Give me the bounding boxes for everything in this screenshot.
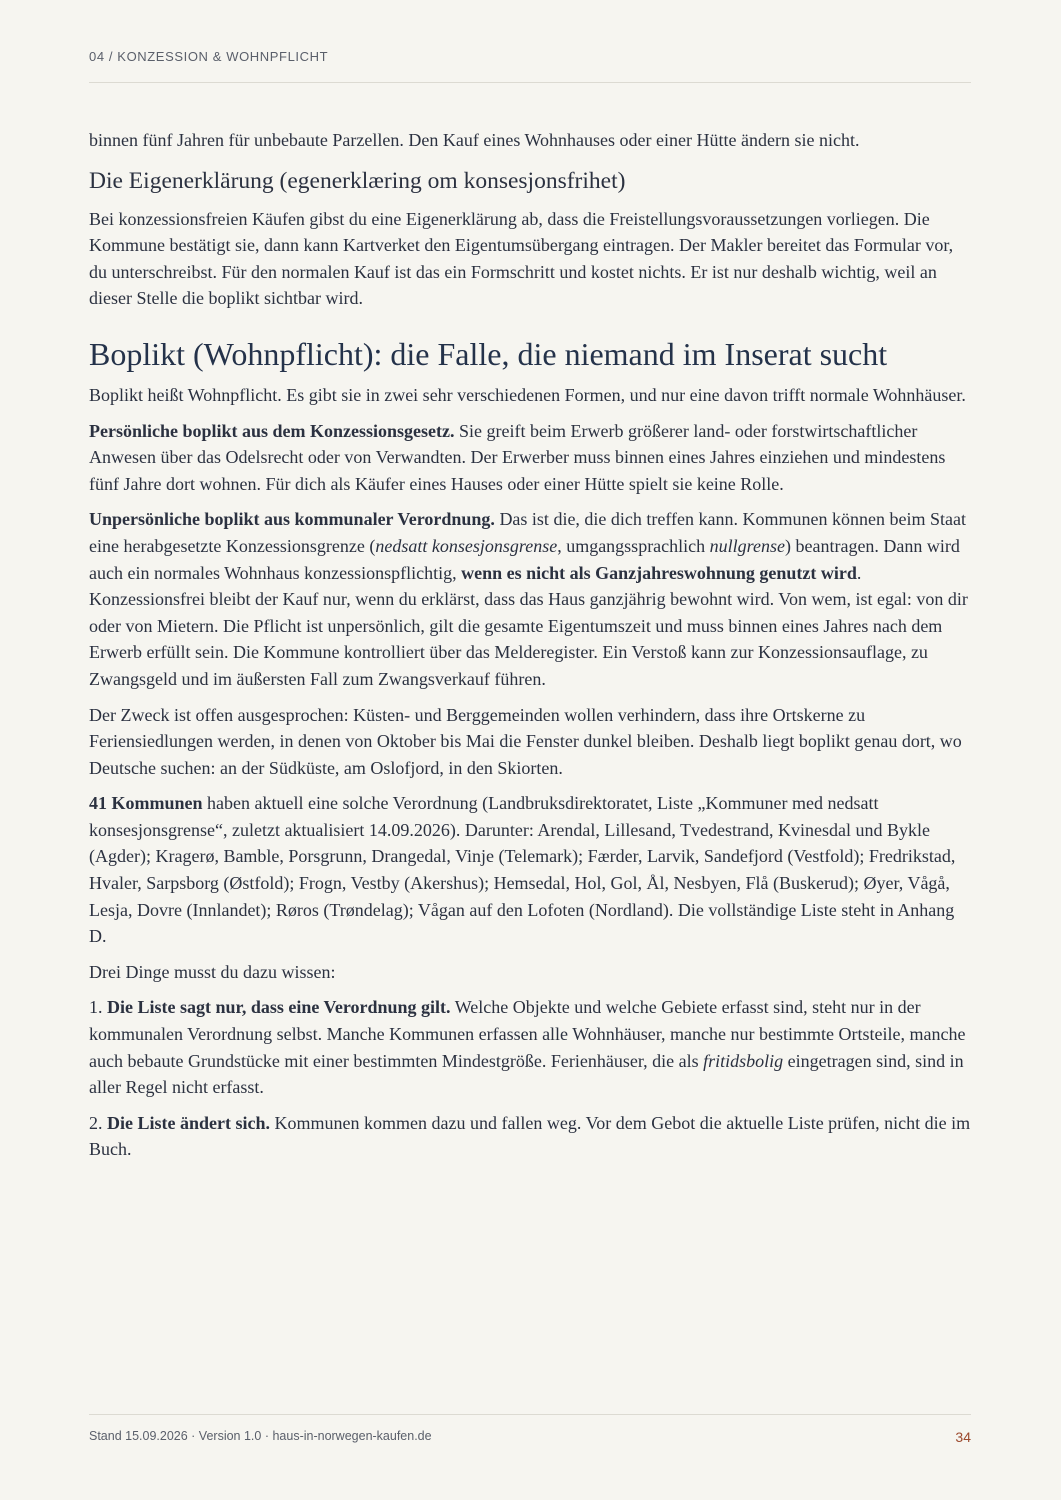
page-footer [89, 1414, 971, 1445]
text-span: . Konzessionsfrei bleibt der Kauf nur, wenn du erklärst, dass das Haus ganzjährig bewohnt wird. Von wem, ist egal: von dir oder von Mietern. Die Pflicht ist unpersönlich, gilt die gesamte Eigentumszeit und muss binnen eines Jahres nach dem Erwerb erfüllt sein. Die Kommune kontrolliert über das Melderegister. Ein Verstoß kann zur Konzessionsauflage, zu Zwangsgeld und im äußersten Fall zum Zwangsverkauf führen. [89, 562, 968, 689]
term-fritidsbolig: fritidsbolig [703, 1050, 784, 1071]
text-persoenliche: Sie greift beim Erwerb größerer land- oder forstwirtschaftlicher Anwesen über das Odelsrecht oder von Verwandten. Der Erwerber muss binnen eines Jahres einziehen und mindestens fünf Jahre dort wohnen. Für dich als Käufer eines Hauses oder einer Hütte spielt sie keine Rolle. [89, 420, 946, 494]
list-item-2 [89, 1110, 973, 1163]
lead-kommunen: 41 Kommunen [89, 793, 203, 814]
list-item-1 [89, 994, 973, 1100]
page-content [89, 127, 973, 1172]
text-span: ) beantragen. Dann wird auch ein normales Wohnhaus konzessionspflichtig, [89, 535, 960, 583]
page-number: 34 [955, 1429, 971, 1445]
paragraph-zweck: Der Zweck ist offen ausgesprochen: Küsten- und Berggemeinden wollen verhindern, dass ihre Ortskerne zu Feriensiedlungen werden, in denen von Oktober bis Mai die Fenster dunkel bleiben. Deshalb liegt boplikt genau dort, wo Deutsche suchen: an der Südküste, am Oslofjord, in den Skiorten. [89, 704, 962, 778]
term-nedsatt: nedsatt konsesjonsgrense [375, 535, 558, 556]
lead-unpersoenliche: Unpersönliche boplikt aus kommunaler Verordnung. [89, 509, 495, 530]
lead-persoenliche: Persönliche boplikt aus dem Konzessionsgesetz. [89, 420, 455, 441]
paragraph-persoenliche-boplikt [89, 418, 973, 498]
text-span: Das ist die, die dich treffen kann. Kommunen können beim Staat eine herabgesetzte Konzessionsgrenze ( [89, 509, 966, 556]
paragraph-intro: binnen fünf Jahren für unbebaute Parzellen. Den Kauf eines Wohnhauses oder einer Hütte ändern sie nicht. [89, 130, 860, 150]
text-kommunen: haben aktuell eine solche Verordnung (Landbruksdirektoratet, Liste „Kommuner med nedsatt konsesjonsgrense“, zuletzt aktualisiert 14.09.2026). Darunter: Arendal, Lillesand, Tvedestrand, Kvinesdal und Bykle (Agder); Kragerø, Bamble, Porsgrunn, Drangedal, Vinje (Telemark); Færder, Larvik, Sandefjord (Vestfold); Fredrikstad, Hvaler, Sarpsborg (Østfold); Frogn, Vestby (Akershus); Hemsedal, Hol, Gol, Ål, Nesbyen, Flå (Buskerud); Øyer, Vågå, Lesja, Dovre (Innlandet); Røros (Trøndelag); Vågan auf den Lofoten (Nordland). Die vollständige Liste steht in Anhang D. [89, 793, 956, 947]
term-nullgrense: nullgrense [709, 535, 785, 556]
paragraph-unpersoenliche-boplikt [89, 506, 973, 692]
text-span: Kommunen kommen dazu und fallen weg. Vor dem Gebot die aktuelle Liste prüfen, nicht die im Buch. [89, 1112, 971, 1160]
heading-eigenerklaerung: Die Eigenerklärung (egenerklæring om konsesjonsfrihet) [89, 167, 626, 194]
running-header [89, 49, 971, 83]
footer-meta: Stand 15.09.2026 · Version 1.0 · haus-in-norwegen-kaufen.de [89, 1429, 432, 1443]
emphasis-ganzjahr: wenn es nicht als Ganzjahreswohnung genutzt wird [461, 562, 857, 583]
paragraph-kommunen [89, 790, 973, 950]
heading-boplikt: Boplikt (Wohnpflicht): die Falle, die niemand im Inserat sucht [89, 335, 888, 372]
list-item-2-lead: Die Liste ändert sich. [107, 1112, 270, 1133]
paragraph-boplikt: Boplikt heißt Wohnpflicht. Es gibt sie in zwei sehr verschiedenen Formen, und nur eine davon trifft normale Wohnhäuser. [89, 384, 966, 405]
paragraph-drei-dinge: Drei Dinge musst du dazu wissen: [89, 961, 336, 982]
text-span: , umgangssprachlich [557, 535, 710, 556]
list-number: 1. [89, 997, 107, 1018]
text-span: eingetragen sind, sind in aller Regel nicht erfasst. [89, 1050, 964, 1098]
list-item-1-lead: Die Liste sagt nur, dass eine Verordnung gilt. [107, 997, 451, 1018]
running-title: 04 / KONZESSION & WOHNPFLICHT [89, 49, 329, 64]
paragraph-eigenerklaerung: Bei konzessionsfreien Käufen gibst du eine Eigenerklärung ab, dass die Freistellungsvoraussetzungen vorliegen. Die Kommune bestätigt sie, dann kann Kartverket den Eigentumsübergang eintragen. Der Makler bereitet das Formular vor, du unterschreibst. Für den normalen Kauf ist das ein Formschritt und kostet nichts. Er ist nur deshalb wichtig, weil an dieser Stelle die boplikt sichtbar wird. [89, 208, 954, 309]
list-number: 2. [89, 1112, 107, 1133]
text-span: Welche Objekte und welche Gebiete erfasst sind, steht nur in der kommunalen Verordnung selbst. Manche Kommunen erfassen alle Wohnhäuser, manche nur bestimmte Ortsteile, manche auch bebaute Grundstücke mit einer bestimmten Mindestgröße. Ferienhäuser, die als [89, 997, 966, 1071]
